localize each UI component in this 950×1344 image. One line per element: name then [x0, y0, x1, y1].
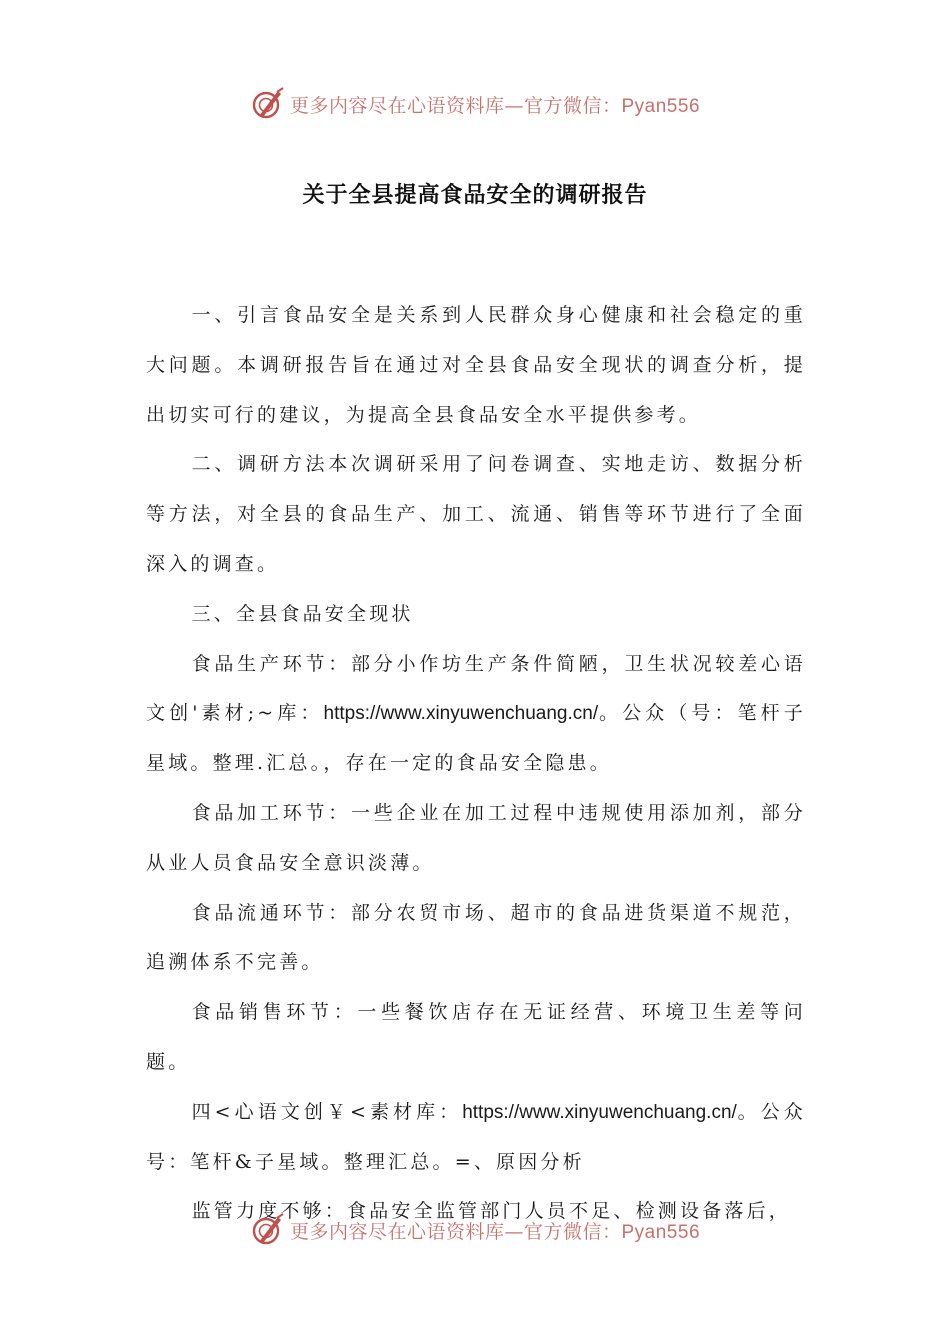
paragraph-circulation: 食品流通环节：部分农贸市场、超市的食品进货渠道不规范，追溯体系不完善。 [146, 901, 806, 974]
header-watermark-banner [0, 82, 950, 126]
document-body [146, 291, 806, 1237]
paragraph-sales: 食品销售环节：一些餐饮店存在无证经营、环境卫生差等问题。 [146, 1001, 806, 1073]
paragraph-method: 二、调研方法本次调研采用了问卷调查、实地走访、数据分析等方法，对全县的食品生产、加工、流通、销售等环节进行了全面深入的调查。 [146, 453, 806, 575]
banner-text [290, 91, 700, 118]
quill-circle-icon [250, 86, 286, 122]
url-text: https://www.xinyuwenchuang.cn/ [462, 1101, 737, 1123]
footer-watermark-banner [0, 1208, 950, 1252]
banner-label: 更多内容尽在心语资料库—官方微信： [289, 94, 622, 117]
banner-label: 更多内容尽在心语资料库—官方微信： [289, 1220, 622, 1243]
quill-circle-icon [250, 1212, 286, 1248]
banner-wechat-handle: Pyan556 [621, 95, 701, 117]
paragraph-introduction: 一、引言食品安全是关系到人民群众身心健康和社会稳定的重大问题。本调研报告旨在通过对全县食品安全现状的调查分析，提出切实可行的建议，为提高全县食品安全水平提供参考。 [146, 304, 806, 426]
document-title: 关于全县提高食品安全的调研报告 [302, 183, 648, 208]
paragraph-cause-heading: 四<心语文创￥<素材库：https://www.xinyuwenchuang.cn/。公众号：笔杆&子星域。整理汇总。=、原因分析 [146, 1100, 806, 1173]
url-text: https://www.xinyuwenchuang.cn/ [323, 703, 599, 725]
banner-text [290, 1217, 700, 1244]
section-heading-status: 三、全县食品安全现状 [191, 602, 414, 625]
banner-wechat-handle: Pyan556 [621, 1221, 701, 1243]
paragraph-supervision: 监管力度不够：食品安全监管部门人员不足、检测设备落后， [191, 1200, 791, 1223]
paragraph-processing: 食品加工环节：一些企业在加工过程中违规使用添加剂，部分从业人员食品安全意识淡薄。 [146, 801, 806, 874]
paragraph-production: 食品生产环节：部分小作坊生产条件简陋，卫生状况较差心语文创'素材;~库：https://www.xinyuwenchuang.cn/。公众（号：笔杆子星域。整理.汇总。，存在一定的食品安全隐患。 [146, 652, 806, 775]
